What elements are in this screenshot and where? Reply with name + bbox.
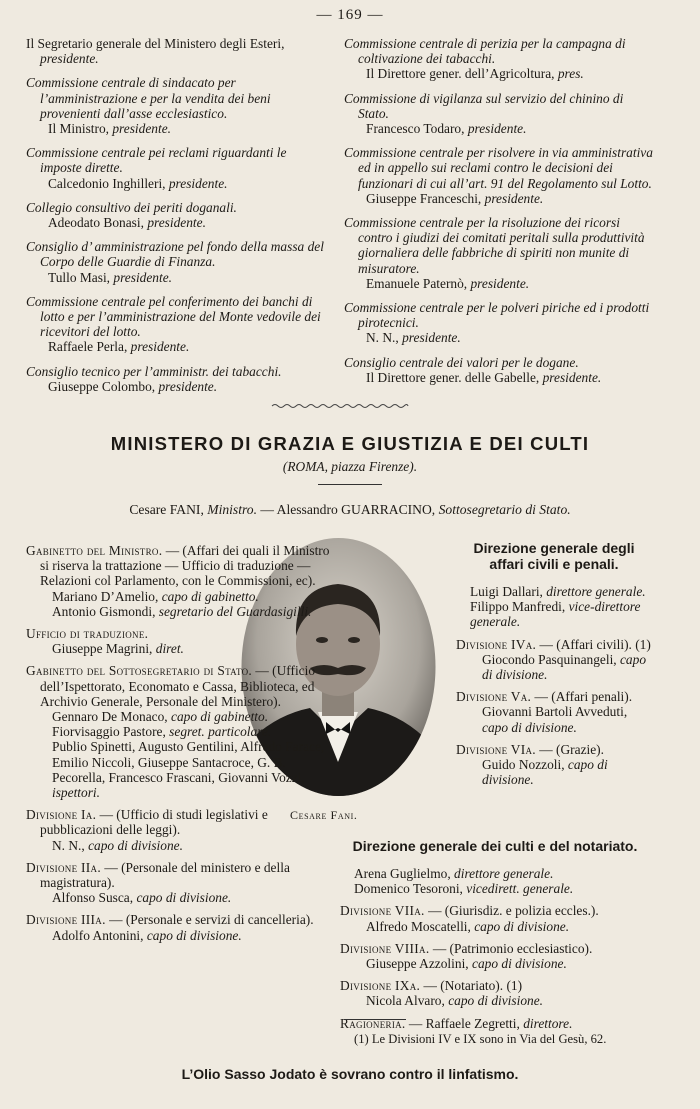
staff-name: Giovanni Bartoli Avveduti,: [482, 704, 628, 720]
staff-role: capo di gabinetto.: [161, 588, 259, 604]
committee-name: Commissione centrale pel conferimento dei banchi di lotto e per l’amministrazione del Monte vedovile dei ricevitori del lotto.: [26, 293, 321, 340]
staff-line: [340, 993, 650, 1008]
committee-entry: [344, 355, 654, 385]
staff-role: capo di divisione.: [482, 719, 577, 735]
staff-role: capo di gabinetto.: [171, 709, 269, 725]
committee-heading: [26, 239, 331, 269]
committee-heading: [26, 145, 331, 175]
staff-line: [26, 890, 330, 905]
committee-entry: [26, 294, 331, 355]
person-role: presidente.: [147, 215, 206, 231]
committee-entry: [26, 364, 331, 394]
committee-entry: [344, 300, 654, 346]
person-name: Tullo Masi,: [48, 269, 114, 285]
right-column-lower: [340, 838, 650, 1038]
staff-name: Publio Spinetti, Augusto Gentilini, Alfredo Farace, Emilio Niccoli, Giuseppe Santacroce, G. B. Pecorella, Francesco Frascani, Giovanni Vozzi,: [52, 739, 325, 785]
office-entry: [340, 941, 650, 971]
minister-name: Cesare FANI,: [129, 502, 208, 517]
person-role: presidente.: [158, 378, 218, 394]
footnote-rule: [344, 1019, 406, 1020]
office-name: Divisione IIIa.: [26, 912, 106, 928]
person-role: presidente.: [168, 175, 228, 191]
staff-role: capo di divisione.: [448, 993, 544, 1009]
staff-line: [26, 641, 330, 656]
person-role: presidente.: [112, 121, 171, 137]
office-entry: [340, 978, 650, 1008]
staff-name: Gennaro De Monaco,: [52, 709, 171, 725]
person-name: Raffaele Perla,: [48, 339, 131, 355]
committee-role: presidente.: [40, 51, 99, 67]
office-heading: [456, 637, 652, 652]
staff-name: Arena Guglielmo,: [354, 866, 455, 881]
committee-name: Consiglio tecnico per l’amministr. dei tabacchi.: [26, 363, 282, 379]
office-description: — (Notariato). (1): [420, 978, 523, 994]
person-name: Francesco Todaro,: [366, 121, 468, 137]
office-heading: [456, 689, 652, 704]
person-name: Giuseppe Colombo,: [48, 378, 159, 394]
committee-entry: [26, 36, 331, 66]
person-name: Adeodato Bonasi,: [48, 215, 148, 231]
portrait-caption: Cesare Fani.: [290, 808, 358, 822]
committee-president: [26, 379, 331, 394]
office-name: Divisione VIIIa.: [340, 940, 430, 956]
committee-entry: [344, 145, 654, 206]
committee-president: [26, 270, 331, 285]
office-description: — (Affari dei quali il Ministro si riserva la trattazione — Ufficio di traduzione — Relazioni col Parlamento, con le Commissioni, ec).: [40, 543, 330, 589]
office-entry: [456, 637, 652, 683]
staff-role: segretario del Guardasigilli.: [158, 603, 312, 619]
committee-president: [26, 215, 331, 230]
committee-name: Commissione centrale di perizia per la campagna di coltivazione dei tabacchi.: [344, 36, 626, 67]
office-name: Gabinetto del Sottosegretario di Stato.: [26, 663, 253, 679]
office-name: Divisione VIa.: [456, 741, 536, 757]
page-number: — 169 —: [316, 7, 384, 23]
person-role: presidente.: [484, 190, 544, 206]
office-entry: [456, 742, 652, 788]
committee-heading: [26, 364, 331, 379]
office-description: — (Affari penali).: [531, 689, 633, 705]
staff-name: Filippo Manfredi,: [470, 599, 569, 615]
staff-name: Mariano D’Amelio,: [52, 588, 162, 604]
staff-name: Guido Nozzoli,: [482, 757, 568, 773]
committee-entry: [344, 36, 654, 82]
ministry-title: MINISTERO DI GRAZIA E GIUSTIZIA E DEI CULTI: [110, 433, 590, 454]
right-column-upper: [456, 540, 652, 794]
committee-president: [344, 276, 654, 291]
office-name: Divisione Ia.: [26, 807, 97, 823]
committee-heading: [344, 355, 654, 370]
office-heading: [26, 543, 330, 589]
office-entry: [26, 626, 330, 656]
person-role: pres.: [557, 66, 584, 82]
top-right-column: [344, 36, 654, 394]
advertisement-line: L’Olio Sasso Jodato è sovrano contro il linfatismo.: [181, 1066, 519, 1082]
title-rule: [318, 484, 382, 485]
staff-name: Alfredo Moscatelli,: [366, 918, 475, 934]
staff-name: Alfonso Susca,: [52, 890, 137, 906]
committee-entry: [26, 145, 331, 191]
staff-line: [26, 724, 330, 739]
staff-name: Luigi Dallari,: [470, 584, 547, 599]
person-role: presidente.: [402, 330, 461, 346]
person-role: presidente.: [542, 369, 602, 385]
person-role: presidente.: [113, 269, 173, 285]
person-name: Il Direttore gener. dell’Agricoltura,: [366, 66, 558, 82]
committee-heading: [344, 300, 654, 330]
office-name: Divisione IXa.: [340, 978, 421, 994]
staff-role: capo di divisione.: [88, 837, 183, 853]
staff-role: vice-direttore generale.: [470, 599, 641, 630]
staff-role: capo di divisione.: [474, 918, 570, 934]
office-entry: [26, 807, 330, 853]
office-name: Divisione IIa.: [26, 859, 101, 875]
committee-name: Consiglio centrale dei valori per le dogane.: [344, 354, 579, 370]
committee-text: Il Segretario generale del Ministero degli Esteri,: [26, 36, 285, 51]
staff-line: [456, 757, 652, 787]
section-heading: Direzione generale degli affari civili e penali.: [473, 540, 635, 572]
staff-role: capo di divisione.: [482, 757, 608, 788]
office-entry: [26, 543, 330, 619]
committee-president: [344, 370, 654, 385]
office-heading: [340, 1016, 650, 1031]
office-description: — (Personale e servizi di cancelleria).: [105, 912, 314, 928]
staff-line: [456, 599, 652, 629]
person-name: N. N.,: [366, 330, 403, 346]
office-entry: [340, 903, 650, 933]
committee-name: Consiglio d’ amministrazione pel fondo della massa del Corpo delle Guardie di Finanza.: [26, 239, 324, 270]
committee-name: Commissione centrale pei reclami riguardanti le imposte dirette.: [26, 145, 287, 176]
committee-name: Commissione di vigilanza sul servizio del chinino di Stato.: [344, 90, 624, 121]
section-heading: Direzione generale dei culti e del notariato.: [352, 838, 638, 854]
committee-entry: [26, 75, 331, 136]
staff-role: vicedirett. generale.: [466, 881, 574, 897]
staff-line: [340, 919, 650, 934]
person-name: Giuseppe Franceschi,: [366, 190, 485, 206]
ministry-officials: Cesare FANI, Ministro. — Alessandro GUARRACINO, Sottosegretario di Stato.: [129, 502, 571, 517]
committee-president: [26, 176, 331, 191]
staff-line: [340, 881, 650, 896]
committee-heading: [26, 36, 331, 66]
staff-name: Fiorvisaggio Pastore,: [52, 724, 170, 740]
office-heading: [340, 903, 650, 918]
office-name: Gabinetto del Ministro.: [26, 543, 163, 558]
staff-line: [26, 709, 330, 724]
staff-line: [26, 838, 330, 853]
committee-heading: [26, 200, 331, 215]
staff-line: [456, 652, 652, 682]
staff-role: capo di divisione.: [482, 651, 647, 683]
staff-line: [26, 589, 330, 604]
office-description: — (Grazie).: [535, 741, 604, 757]
person-role: presidente.: [130, 339, 190, 355]
footnote: (1) Le Divisioni IV e IX sono in Via del Gesù, 62.: [354, 1032, 607, 1046]
staff-name: N. N.,: [52, 837, 89, 853]
office-heading: [26, 626, 330, 641]
staff-name: Domenico Tesoroni,: [354, 881, 467, 897]
person-name: Calcedonio Inghilleri,: [48, 175, 169, 191]
staff-line: [340, 956, 650, 971]
undersecretary-name: Alessandro GUARRACINO,: [276, 502, 439, 517]
left-column: [26, 543, 330, 950]
committee-entry: [344, 91, 654, 137]
staff-line: [26, 604, 330, 619]
office-name: Ufficio di traduzione.: [26, 626, 149, 642]
committee-name: Commissione centrale per le polveri piriche ed i prodotti pirotecnici.: [344, 300, 650, 331]
committee-entry: [26, 200, 331, 230]
staff-name: Giocondo Pasquinangeli,: [482, 651, 620, 667]
office-heading: [26, 860, 330, 890]
person-name: Il Ministro,: [48, 121, 113, 137]
committee-heading: [344, 91, 654, 121]
staff-role: direttore generale.: [546, 584, 646, 599]
committee-name: Commissione centrale per risolvere in via amministrativa ed in appello sui reclami contro le decisioni dei funzionari di cui all’art. 91 del Regolamento sul Lotto.: [344, 145, 653, 191]
undersecretary-role: Sottosegretario di Stato.: [438, 502, 571, 517]
person-name: Emanuele Paternò,: [366, 275, 471, 291]
office-heading: [26, 807, 330, 837]
office-heading: [340, 978, 650, 993]
office-name: Ragioneria.: [340, 1015, 406, 1031]
staff-role: capo di divisione.: [146, 927, 242, 943]
committee-name: Commissione centrale di sindacato per l’amministrazione e per la vendita dei beni provenienti dall’asse ecclesiastico.: [26, 75, 271, 121]
office-name: Divisione Va.: [456, 689, 532, 705]
office-description: — (Ufficio di studi legislativi e pubblicazioni delle leggi).: [40, 807, 268, 838]
committee-president: [344, 191, 654, 206]
person-name: Il Direttore gener. delle Gabelle,: [366, 369, 543, 385]
committee-heading: [344, 215, 654, 276]
committee-heading: [344, 145, 654, 191]
staff-name: Giuseppe Magrini,: [52, 641, 156, 657]
ministry-address: (ROMA, piazza Firenze).: [282, 459, 418, 474]
staff-line: [26, 928, 330, 943]
office-entry: [340, 866, 650, 896]
office-description: — (Personale del ministero e della magistratura).: [40, 859, 290, 891]
ornamental-divider: [270, 402, 410, 410]
committee-entry: [344, 215, 654, 291]
staff-line: [456, 584, 652, 599]
committee-president: [26, 121, 331, 136]
office-entry: [456, 584, 652, 630]
office-heading: [456, 742, 652, 757]
staff-role: direttore generale.: [454, 866, 554, 881]
staff-name: Giuseppe Azzolini,: [366, 956, 472, 972]
staff-line: [26, 739, 330, 800]
staff-role: diret.: [155, 641, 184, 657]
staff-role: capo di divisione.: [472, 956, 567, 972]
office-heading: [26, 663, 330, 709]
office-description: — (Patrimonio ecclesiastico).: [429, 940, 593, 956]
office-heading: [340, 941, 650, 956]
office-entry: [26, 663, 330, 800]
office-name: Divisione IVa.: [456, 636, 537, 652]
office-heading: [26, 912, 330, 927]
committee-heading: [26, 294, 331, 340]
person-role: presidente.: [470, 275, 530, 291]
office-entry: [340, 1016, 650, 1031]
committee-president: [344, 66, 654, 81]
staff-line: [340, 866, 650, 881]
staff-name: Antonio Gismondi,: [52, 603, 159, 619]
office-role: direttore.: [523, 1015, 573, 1031]
committee-name: Collegio consultivo dei periti doganali.: [26, 199, 237, 215]
staff-line: [456, 704, 652, 734]
office-entry: [26, 860, 330, 906]
office-entry: [26, 912, 330, 942]
office-description: — (Giurisdiz. e polizia eccles.).: [424, 903, 599, 919]
committee-president: [26, 339, 331, 354]
office-description: — Raffaele Zegretti,: [405, 1015, 524, 1031]
committee-heading: [344, 36, 654, 66]
office-entry: [456, 689, 652, 735]
person-role: presidente.: [467, 121, 527, 137]
committee-heading: [26, 75, 331, 121]
committee-president: [344, 121, 654, 136]
top-left-column: [26, 36, 331, 403]
staff-role: segret. particolare.: [169, 724, 272, 740]
minister-role: Ministro.: [207, 502, 257, 517]
committee-entry: [26, 239, 331, 285]
office-name: Divisione VIIa.: [340, 903, 425, 919]
committee-president: [344, 330, 654, 345]
staff-name: Adolfo Antonini,: [52, 927, 147, 943]
staff-role: capo di divisione.: [136, 890, 232, 906]
committee-name: Commissione centrale per la risoluzione dei ricorsi contro i giudizi dei comitati peritali sulla produttività giornaliera delle fabbriche di spiriti non munite di misuratore.: [344, 215, 645, 276]
staff-name: Nicola Alvaro,: [366, 993, 449, 1009]
office-description: — (Ufficio dell’Ispettorato, Economato e Cassa, Biblioteca, ed Archivio Generale, Personale del Ministero).: [40, 663, 316, 709]
office-description: — (Affari civili). (1): [536, 636, 651, 652]
staff-role: ispettori.: [52, 785, 100, 801]
